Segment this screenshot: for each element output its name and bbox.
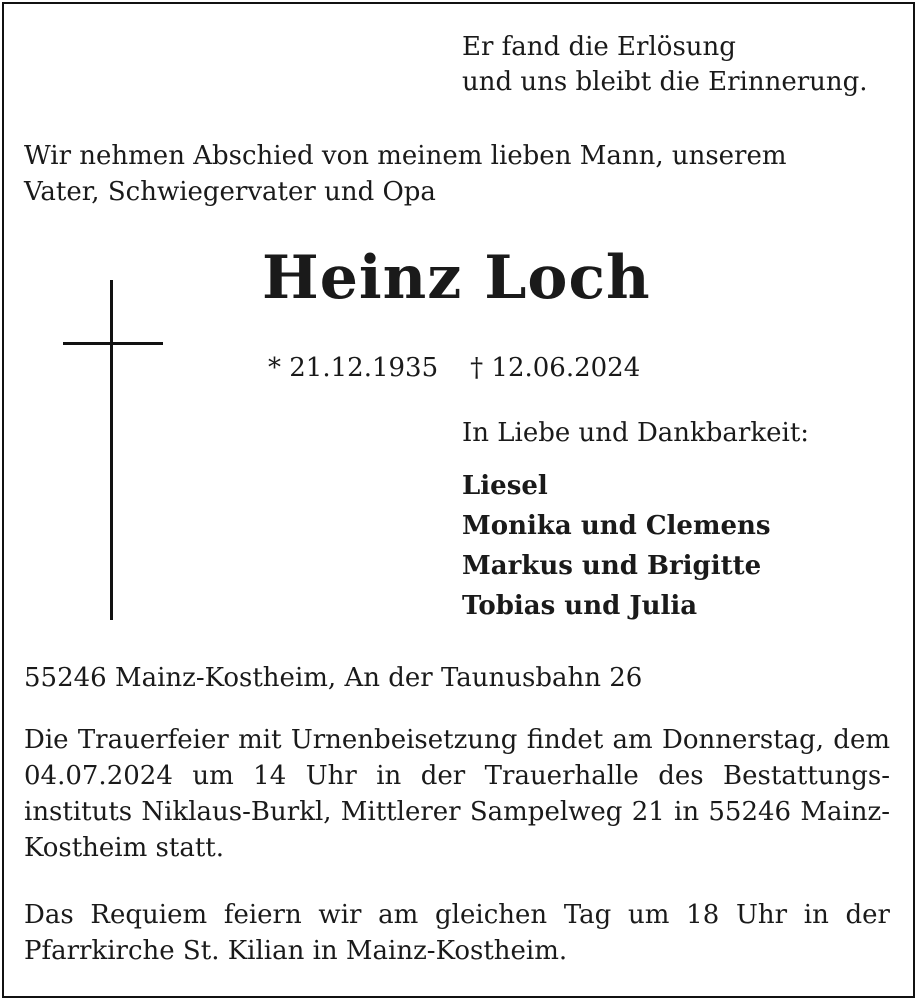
family-member: Monika und Clemens (462, 511, 771, 541)
motto-line-1: Er fand die Erlösung (462, 32, 736, 62)
motto-line-2: und uns bleibt die Erinnerung. (462, 67, 868, 97)
cross-vertical-bar (110, 280, 113, 620)
intro-line-1: Wir nehmen Abschied von meinem lieben Mann, unserem (24, 141, 787, 171)
life-dates (268, 350, 640, 386)
address: 55246 Mainz-Kostheim, An der Taunusbahn 26 (24, 663, 643, 693)
funeral-text: Die Trauerfeier mit Urnenbeisetzung findet am Donnerstag, dem 04.07.2024 um 14 Uhr in der Trauerhalle des Bestattungsinstituts Niklaus-Burkl, Mittlerer Sampelweg 21 in 55246 Mainz-Kostheim statt. (24, 725, 890, 863)
motto (462, 30, 868, 100)
family-member: Liesel (462, 471, 548, 501)
intro-line-2: Vater, Schwiegervater und Opa (24, 177, 436, 207)
family-member: Markus und Brigitte (462, 551, 762, 581)
requiem-text: Das Requiem feiern wir am gleichen Tag um 18 Uhr in der Pfarrkirche St. Kilian in Mainz-Kostheim. (24, 900, 890, 966)
death-date: † 12.06.2024 (470, 353, 641, 383)
cross-horizontal-bar (63, 342, 163, 345)
thanks-line: In Liebe und Dankbarkeit: (462, 418, 810, 448)
deceased-name: Heinz Loch (262, 243, 651, 313)
birth-date: * 21.12.1935 (268, 353, 439, 383)
intro-text (24, 138, 787, 210)
family-list (462, 466, 771, 626)
family-member: Tobias und Julia (462, 591, 698, 621)
